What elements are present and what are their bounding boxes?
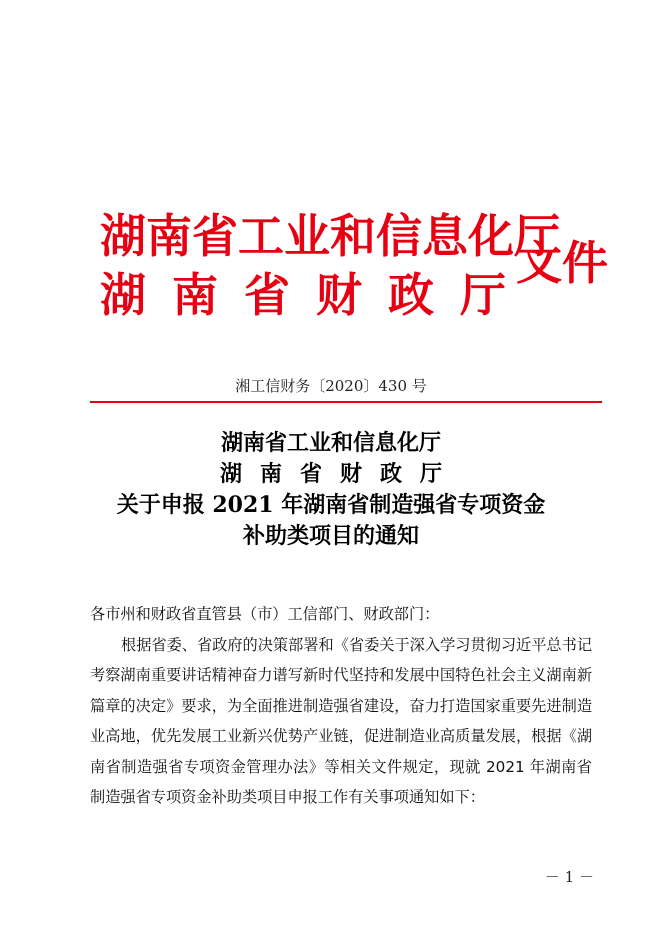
- body-paragraph: 根据省委、省政府的决策部署和《省委关于深入学习贯彻习近平总书记考察湖南重要讲话精神奋力谱写新时代坚持和发展中国特色社会主义湖南新篇章的决定》要求，为全面推进制造强省建设，奋力打造国家重要先进制造业高地，优先发展工业新兴优势产业链，促进制造业高质量发展，根据《湖南省制造强省专项资金管理办法》等相关文件规定，现就 2021 年湖南省制造强省专项资金补助类项目申报工作有关事项通知如下：: [90, 635, 592, 806]
- title-line-3: 关于申报 2021 年湖南省制造强省专项资金: [116, 492, 546, 518]
- document-title: [0, 428, 662, 552]
- title-line-4: 补助类项目的通知: [242, 523, 419, 549]
- document-header: [0, 0, 662, 400]
- document-body: [90, 599, 592, 813]
- title-line-2: 湖南省财政厅: [219, 461, 460, 487]
- document-number: 湘工信财务〔2020〕430 号: [235, 377, 427, 395]
- issuer-name-2: 湖南省财政厅: [100, 268, 532, 322]
- salutation: 各市州和财政省直管县（市）工信部门、财政部门：: [90, 605, 440, 623]
- page-number: － 1 －: [544, 868, 594, 886]
- title-line-1: 湖南省工业和信息化厅: [220, 430, 441, 456]
- issuer-name-1: 湖南省工业和信息化厅: [100, 209, 560, 263]
- document-suffix: 文件: [516, 236, 608, 290]
- red-divider-line: [90, 401, 602, 403]
